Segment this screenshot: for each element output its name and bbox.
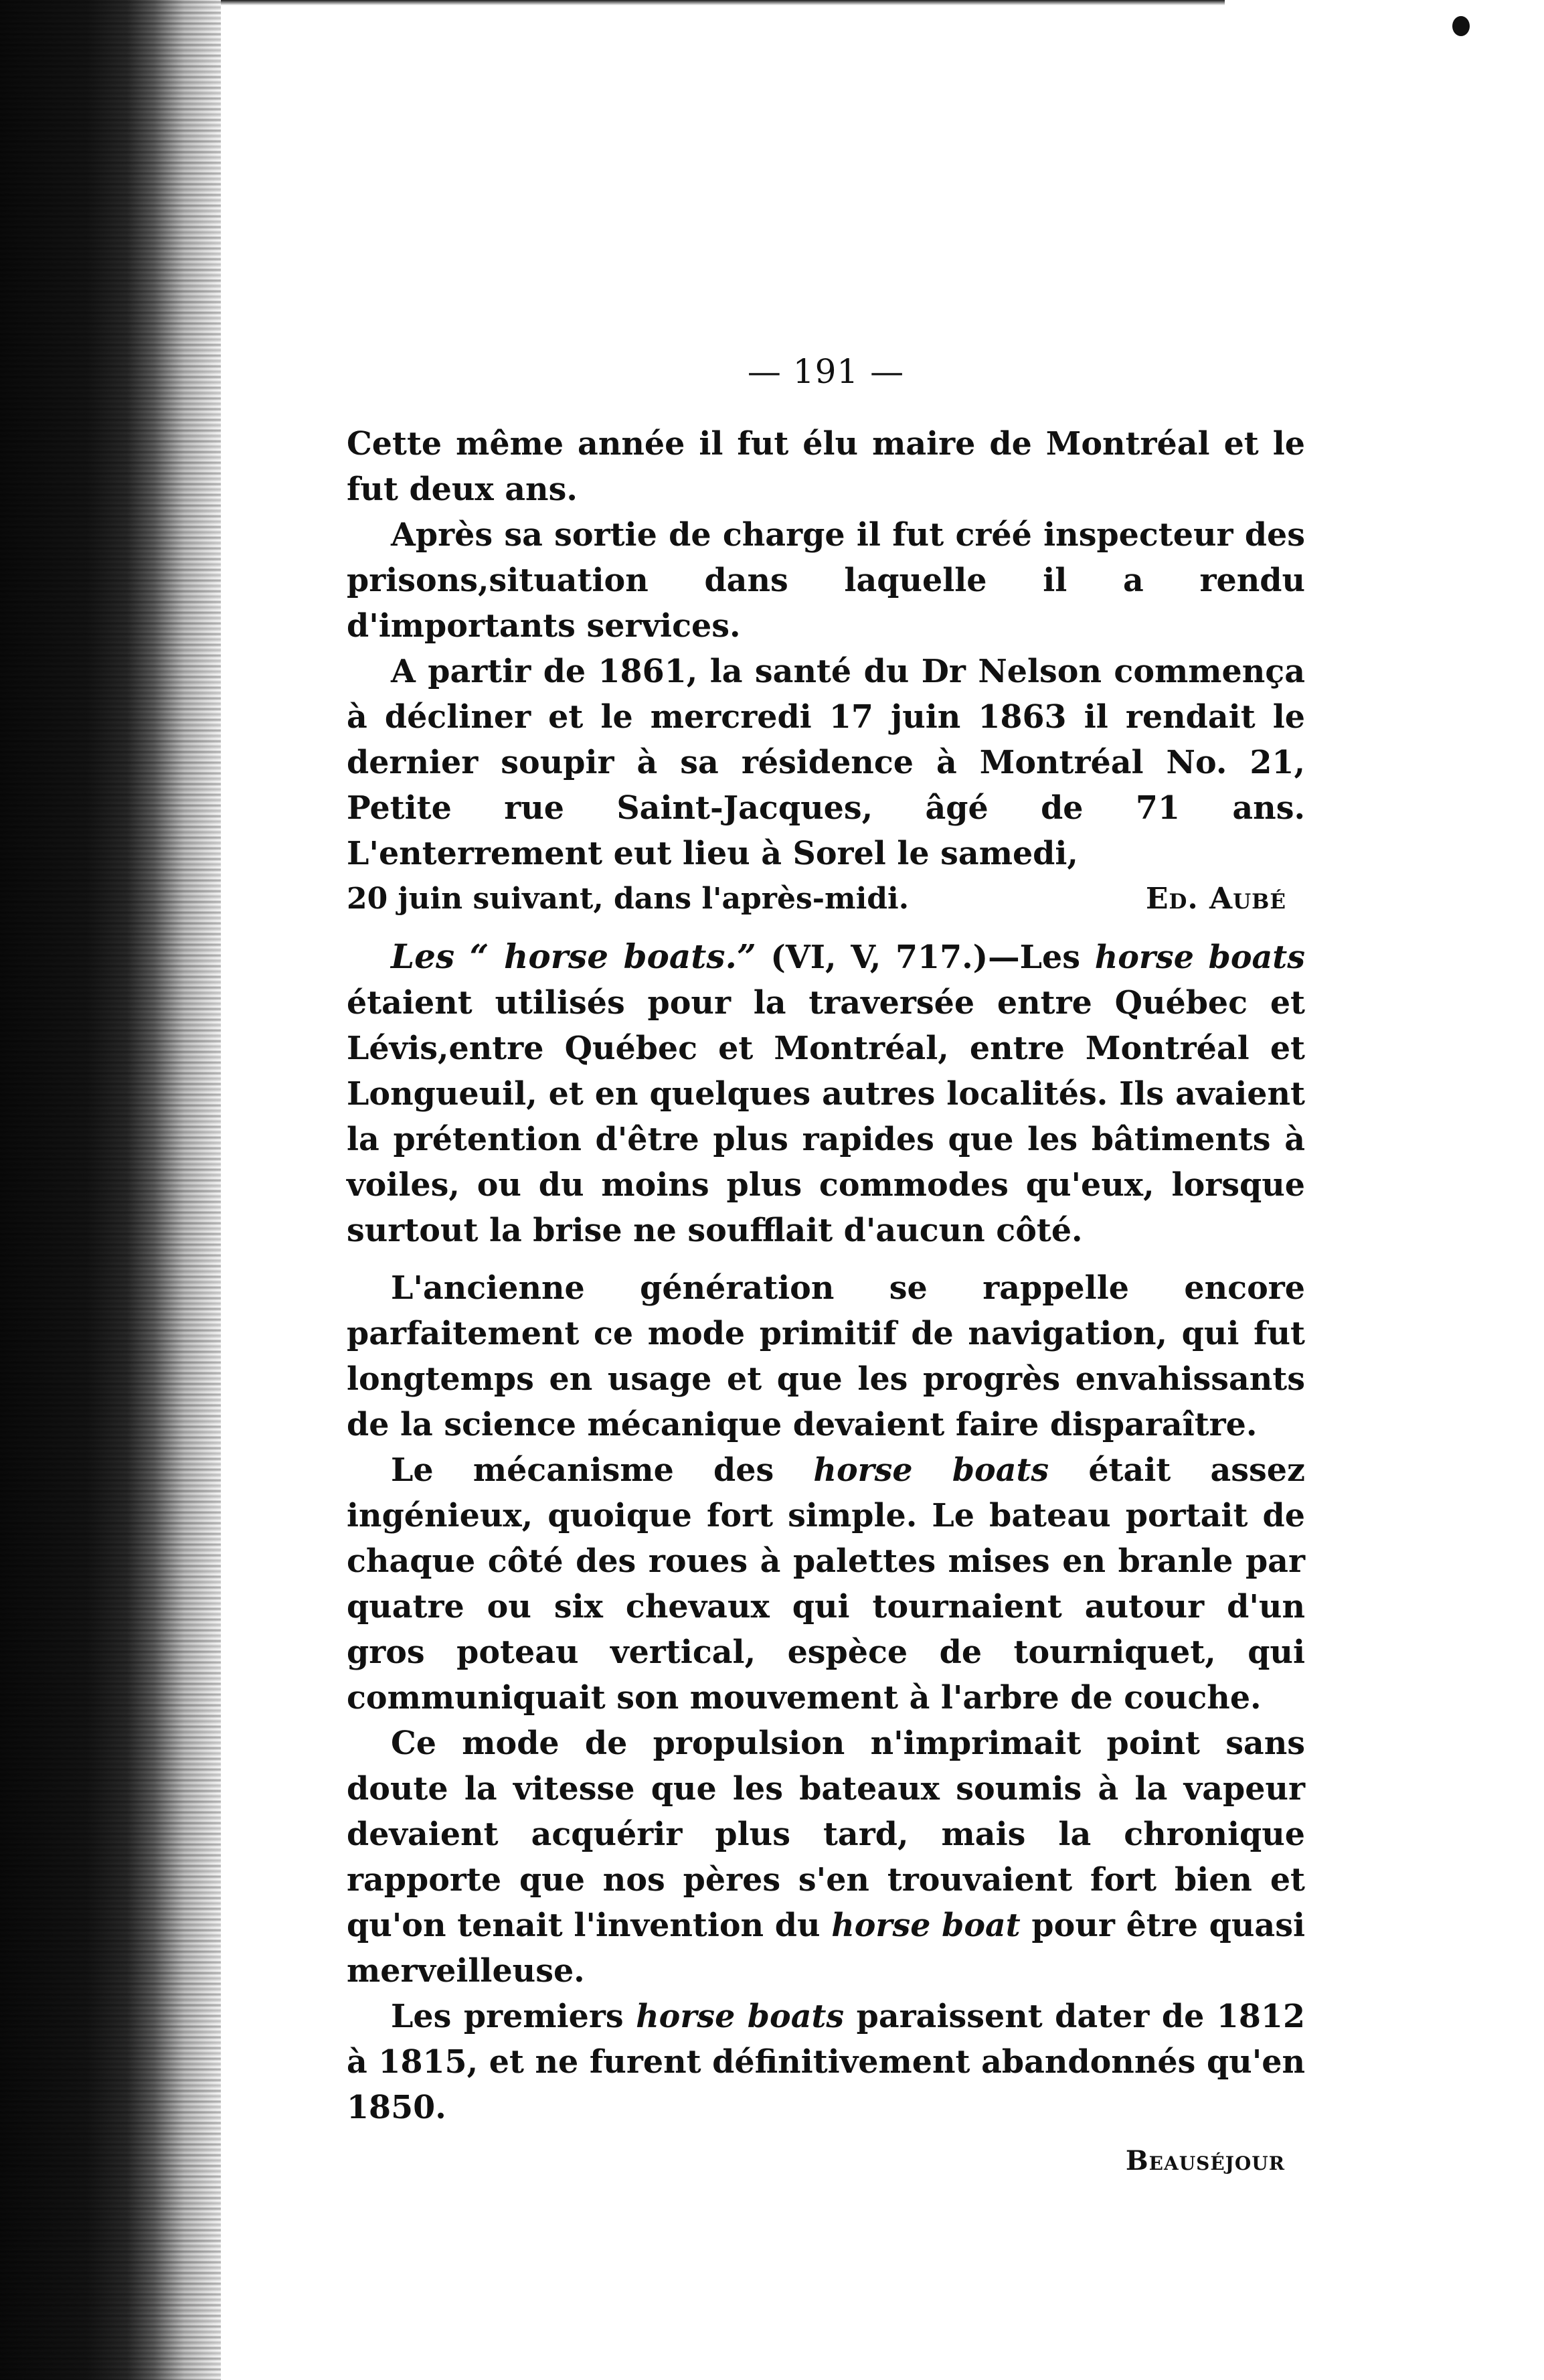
paragraph-6: Le mécanisme des horse boats était assez ingénieux, quoique fort simple. Le bateau portait de chaque côté des roues à palettes mises en branle par quatre ou six chevaux qui tournaient autour d'un gros poteau vertical, espèce de tourniquet, qui communiquait son mouvement à l'arbre de couche. (347, 1451, 1305, 1717)
paragraph-5: L'ancienne génération se rappelle encore parfaitement ce mode primitif de navigation, qui fut longtemps en usage et que les progrès envahissants de la science mécanique devaient faire disparaître. (347, 1269, 1305, 1443)
article-term: horse boats (1094, 939, 1305, 976)
article-entry (347, 934, 1305, 1253)
author-signature-beausejour: Beauséjour (1125, 2145, 1285, 2176)
paragraph-8: Les premiers horse boats paraissent dater de 1812 à 1815, et ne furent définitivement abandonnés qu'en 1850. (347, 1998, 1305, 2126)
italic-term: horse boat (831, 1907, 1021, 1944)
paragraph-1: Cette même année il fut élu maire de Montréal et le fut deux ans. (347, 425, 1305, 508)
paragraph-2: Après sa sortie de charge il fut créé inspecteur des prisons,situation dans laquelle il a rendu d'importants services. (347, 516, 1305, 645)
binding-shadow (0, 0, 221, 2380)
text-block (347, 345, 1305, 2187)
article-text: étaient utilisés pour la traversée entre Québec et Lévis,entre Québec et Montréal, entre Montréal et Longueuil, et en quelques autres localités. Ils avaient la prétention d'être plus rapides que les bâtiments à voiles, ou du moins plus commodes qu'eux, lorsque surtout la brise ne soufflait d'aucun côté. (347, 984, 1305, 1249)
paragraph-3-end: 20 juin suivant, dans l'après-midi. (347, 882, 910, 916)
italic-term: horse boats (636, 1998, 845, 2035)
paragraph-7: Ce mode de propulsion n'imprimait point sans doute la vitesse que les bateaux soumis à la vapeur devaient acquérir plus tard, mais la chronique rapporte que nos pères s'en trouvaient fort bien et qu'on tenait l'invention du horse boat pour être quasi merveilleuse. (347, 1725, 1305, 1990)
top-edge-shadow (221, 0, 1225, 5)
italic-term: horse boats (813, 1451, 1049, 1489)
article-heading: Les “ horse boats.” (391, 937, 756, 976)
article-reference: (VI, V, 717.)—Les (770, 939, 1095, 976)
signature-row (347, 876, 1305, 922)
paragraph-3: A partir de 1861, la santé du Dr Nelson commença à décliner et le mercredi 17 juin 1863 il rendait le dernier soupir à sa résidence à Montréal No. 21, Petite rue Saint-Jacques, âgé de 71 ans. L'enterrement eut lieu à Sorel le samedi, (347, 653, 1305, 872)
ink-speck (1452, 16, 1470, 36)
page-number: — 191 — (747, 352, 905, 391)
author-signature-aube: Ed. Aubé (1145, 882, 1286, 916)
